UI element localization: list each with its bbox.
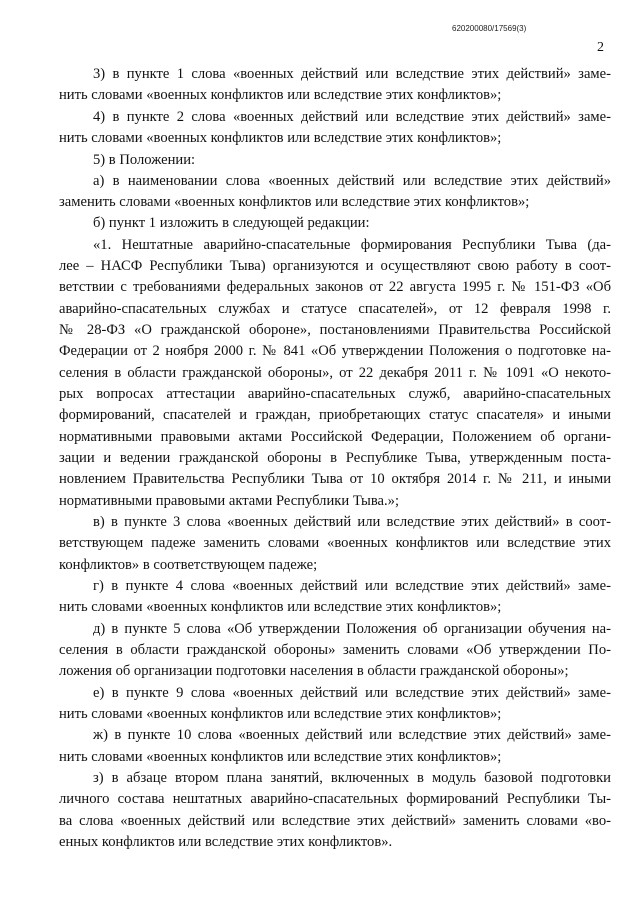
text-line: енных конфликтов или вследствие этих конфликтов». xyxy=(59,834,393,850)
text-line: новлением Правительства Республики Тыва от 10 октября 2014 г. № 211, и иными xyxy=(59,471,611,487)
text-line: рых вопросах аттестации аварийно-спасательных служб, аварийно-спасательных xyxy=(59,386,611,402)
text-line: ложения об организации подготовки населения в области гражданской обороны»; xyxy=(59,663,569,679)
text-line: з) в абзаце втором плана занятий, включенных в модуль базовой подготовки xyxy=(93,770,611,786)
text-line: «1. Нештатные аварийно-спасательные формирования Республики Тыва (да- xyxy=(93,237,611,253)
text-line: нить словами «военных конфликтов или вследствие этих конфликтов»; xyxy=(59,599,502,615)
text-line: ветствии с требованиями федеральных законов от 22 августа 1995 г. № 151-ФЗ «Об xyxy=(59,279,611,295)
text-line: заменить словами «военных конфликтов или вследствие этих конфликтов»; xyxy=(59,194,530,210)
text-line: ветствующем падеже заменить словами «военных конфликтов или вследствие этих xyxy=(59,535,611,551)
text-line: зации и ведении гражданской обороны в Республике Тыва, утвержденным поста- xyxy=(59,450,611,466)
text-line: е) в пункте 9 слова «военных действий или вследствие этих действий» заме- xyxy=(93,685,611,701)
text-line: № 28-ФЗ «О гражданской обороне», постановлениями Правительства Российской xyxy=(59,322,611,338)
text-line: ж) в пункте 10 слова «военных действий или вследствие этих действий» заме- xyxy=(93,727,611,743)
document-id: 620200080/17569(3) xyxy=(452,24,527,33)
text-line: лее – НАСФ Республики Тыва) организуются и осуществляют свою работу в соот- xyxy=(59,258,611,274)
text-line: 5) в Положении: xyxy=(93,152,196,168)
text-line: конфликтов» в соответствующем падеже; xyxy=(59,557,318,573)
page-number: 2 xyxy=(597,40,604,55)
text-line: ва слова «военных действий или вследствие этих действий» заменить словами «во- xyxy=(59,813,611,829)
text-line: нить словами «военных конфликтов или вследствие этих конфликтов»; xyxy=(59,130,502,146)
text-line: 4) в пункте 2 слова «военных действий или вследствие этих действий» заме- xyxy=(93,109,611,125)
text-line: нормативными правовыми актами Российской Федерации, Положением об органи- xyxy=(59,429,611,445)
text-line: аварийно-спасательных службах и статусе спасателей», от 12 февраля 1998 г. xyxy=(59,301,611,317)
text-line: б) пункт 1 изложить в следующей редакции: xyxy=(93,215,370,231)
text-line: селения в области гражданской обороны», от 22 декабря 2011 г. № 1091 «О некото- xyxy=(59,365,611,381)
text-line: в) в пункте 3 слова «военных действий или вследствие этих действий» в соот- xyxy=(93,514,611,530)
text-line: Федерации от 2 ноября 2000 г. № 841 «Об утверждении Положения о подготовке на- xyxy=(59,343,611,359)
text-line: 3) в пункте 1 слова «военных действий или вследствие этих действий» заме- xyxy=(93,66,611,82)
text-line: нормативными правовыми актами Республики Тыва.»; xyxy=(59,493,399,509)
text-line: селения в области гражданской обороны» заменить словами «Об утверждении По- xyxy=(59,642,611,658)
text-line: а) в наименовании слова «военных действий или вследствие этих действий» xyxy=(93,173,611,189)
text-line: г) в пункте 4 слова «военных действий или вследствие этих действий» заме- xyxy=(93,578,611,594)
text-line: д) в пункте 5 слова «Об утверждении Положения об организации обучения на- xyxy=(93,621,611,637)
text-line: нить словами «военных конфликтов или вследствие этих конфликтов»; xyxy=(59,749,502,765)
text-line: нить словами «военных конфликтов или вследствие этих конфликтов»; xyxy=(59,87,502,103)
text-line: личного состава нештатных аварийно-спасательных формирований Республики Ты- xyxy=(59,791,611,807)
text-line: нить словами «военных конфликтов или вследствие этих конфликтов»; xyxy=(59,706,502,722)
text-line: формирований, спасателей и граждан, приобретающих статус спасателя» и иными xyxy=(59,407,611,423)
